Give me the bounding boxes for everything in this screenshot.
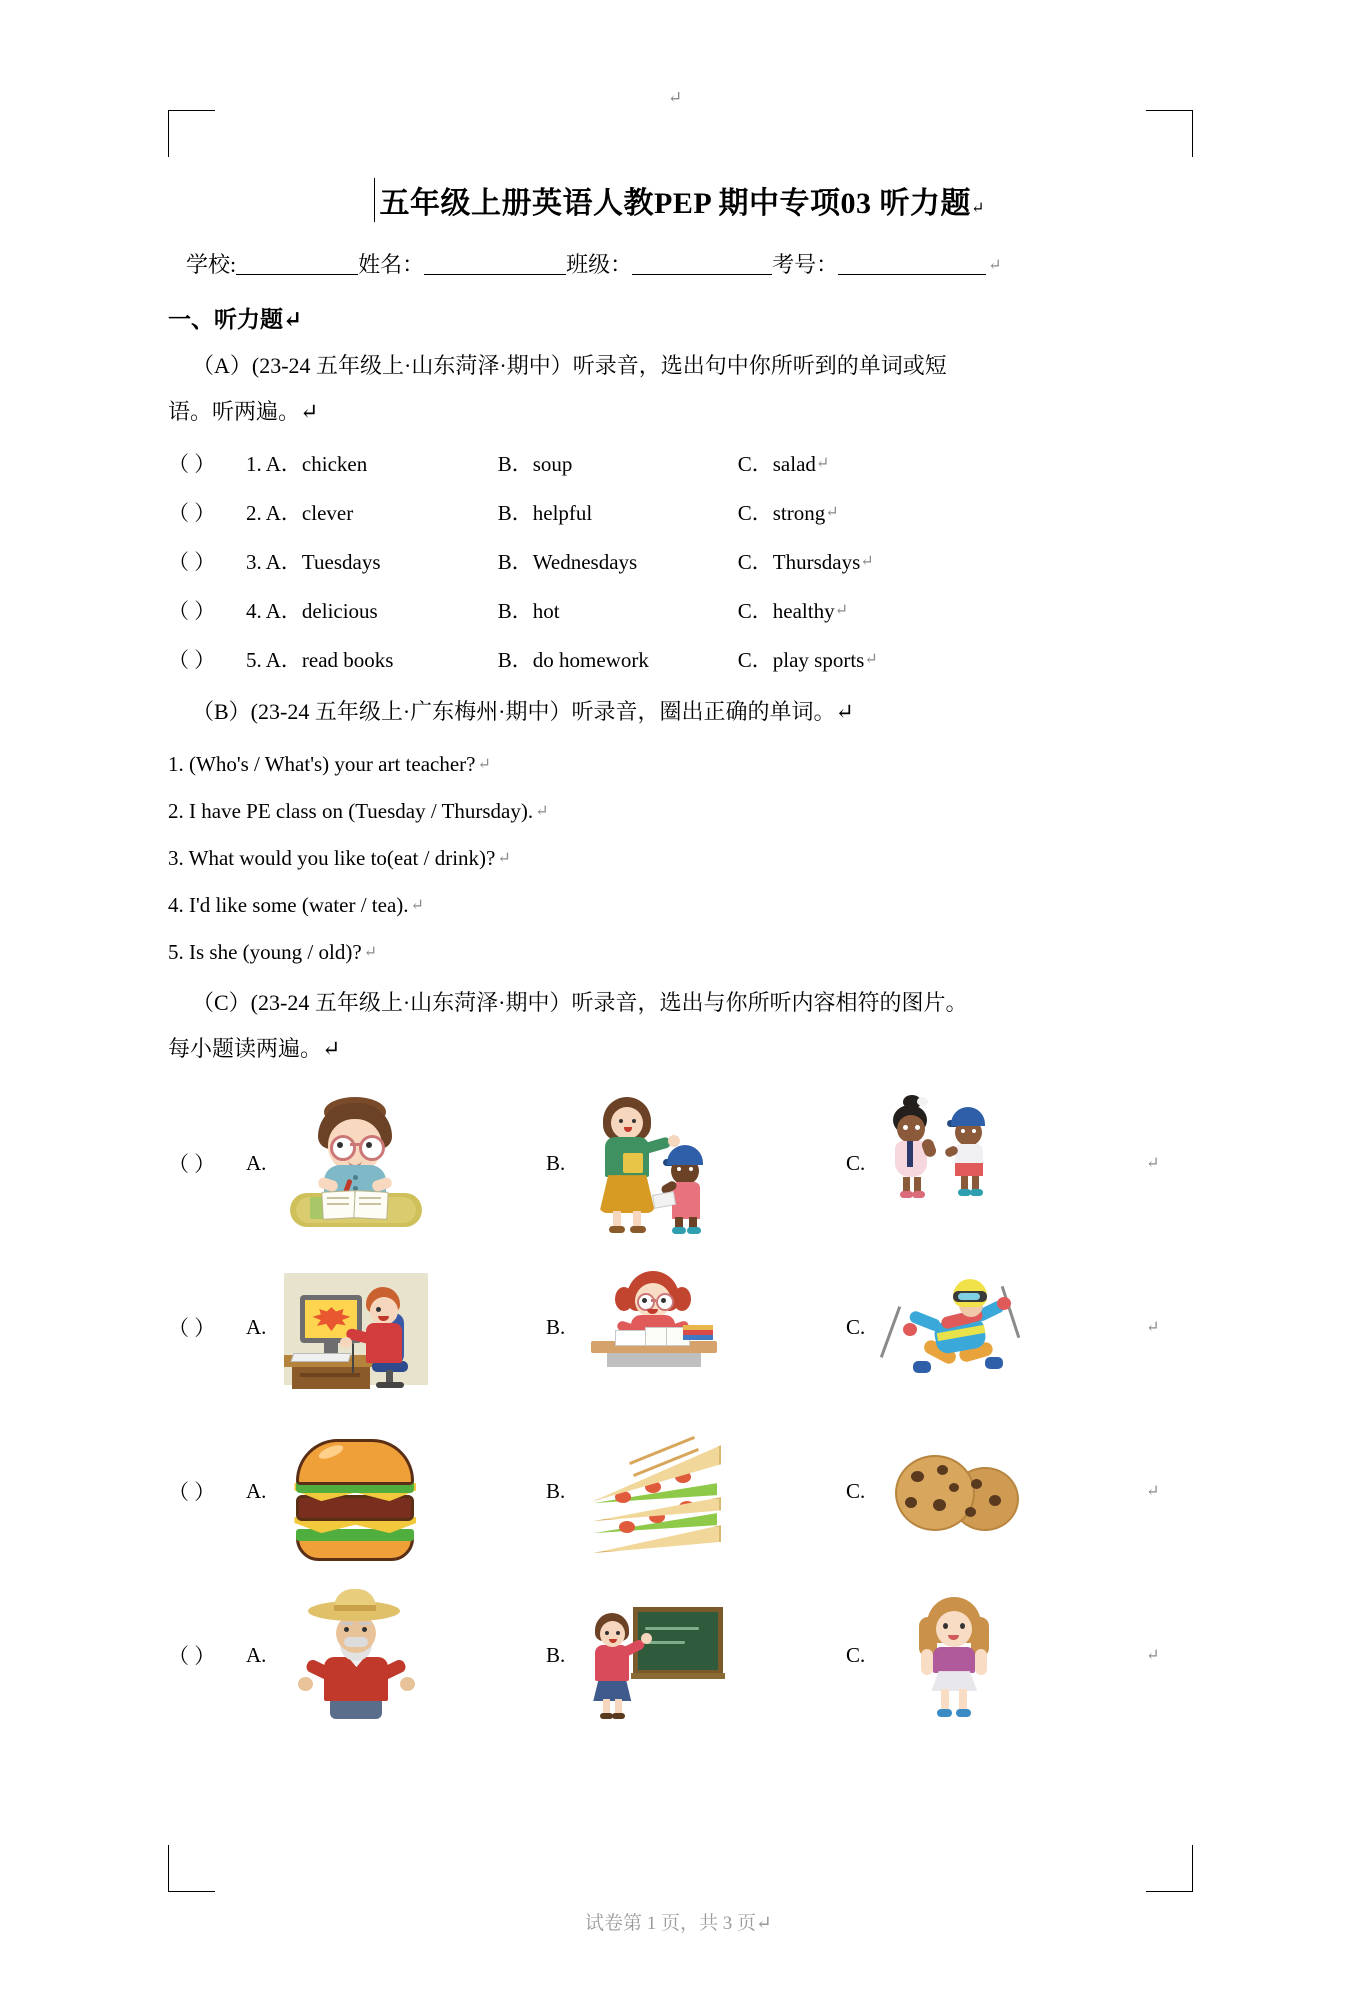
part-a-question-row [168,497,1190,527]
page-title: 五年级上册英语人教PEP 期中专项03 听力题 [374,178,972,222]
part-a-question-row [168,448,1190,478]
name-label: 姓名： [358,252,425,277]
answer-bracket[interactable]: （ ） [168,501,216,526]
section-heading-listening: 一、听力题↵ [168,307,303,332]
boy-reading-book-at-desk-image [280,1093,430,1233]
question-number: 5. [246,648,262,673]
part-b-sentence [168,893,1190,918]
part-a-question-row [168,644,1190,674]
picture-option-a[interactable] [246,1585,546,1725]
sentence-paragraph-mark: ↵ [497,849,511,867]
sentence-paragraph-mark: ↵ [535,802,549,820]
row-paragraph-mark: ↵ [1146,1155,1160,1173]
row-paragraph-mark: ↵ [860,553,874,571]
girl-doing-homework-image [579,1257,729,1397]
option-label-b: B. [546,1642,566,1667]
option-label-c: C. [846,1150,866,1175]
row-paragraph-mark: ↵ [1146,1483,1160,1501]
part-c-picture-row [168,1252,1190,1402]
picture-option-b[interactable] [546,1257,846,1397]
sentence-paragraph-mark: ↵ [363,943,378,961]
option-label-a: A. [246,1642,267,1667]
option-a[interactable]: A．Tuesdays [265,550,381,575]
class-label: 班级： [566,252,633,277]
option-a[interactable]: A．clever [265,501,354,526]
option-b[interactable]: B．Wednesdays [497,550,638,575]
row-paragraph-mark: ↵ [815,455,830,473]
row-paragraph-mark: ↵ [834,602,848,620]
row-paragraph-mark: ↵ [864,651,878,669]
picture-option-c[interactable] [846,1585,1146,1725]
picture-option-b[interactable] [546,1585,846,1725]
part-b-sentence [168,799,1190,824]
question-number: 4. [246,599,262,624]
exam-number-input-blank[interactable] [838,274,986,275]
crop-mark-bottom-right [1146,1845,1193,1892]
answer-bracket[interactable]: （ ） [168,452,216,477]
option-label-c: C. [846,1314,866,1339]
document-content [168,150,1190,1730]
row-paragraph-mark: ↵ [825,504,839,522]
sandwich-image [579,1421,729,1561]
part-c-picture-row [168,1416,1190,1566]
question-number: 1. [246,452,262,477]
part-a-instruction-line1: （A）(23-24 五年级上·山东菏泽·期中）听录音，选出句中你所听到的单词或短 [192,353,947,378]
part-c-instruction-line1: （C）(23-24 五年级上·山东菏泽·期中）听录音，选出与你所听内容相符的图片。 [192,989,968,1015]
cookies-image [879,1421,1029,1561]
student-info-line [168,248,1190,279]
young-girl-image [879,1585,1029,1725]
boy-playing-computer-game-image [280,1257,430,1397]
part-a-instruction-line2: 语。听两遍。↵ [168,398,319,424]
option-label-b: B. [546,1478,566,1503]
part-b-sentence [168,752,1190,777]
answer-bracket[interactable]: （ ） [168,599,216,624]
hamburger-image [280,1421,430,1561]
option-c[interactable]: C．healthy [737,599,835,624]
part-b-sentence [168,940,1190,965]
option-label-c: C. [846,1478,866,1503]
page-footer: 试卷第 1 页，共 3 页↵ [585,1913,772,1934]
top-paragraph-mark: ↵ [668,88,683,107]
teacher-and-boy-image [579,1093,729,1233]
question-number: 3. [246,550,262,575]
answer-bracket[interactable]: （ ） [168,1644,216,1669]
sentence-text[interactable]: 1. (Who's / What's) your art teacher? [168,751,476,776]
class-input-blank[interactable] [632,274,772,275]
info-paragraph-mark: ↵ [988,257,1002,274]
option-b[interactable]: B．hot [497,599,560,624]
part-b-sentence [168,846,1190,871]
option-a[interactable]: A．delicious [265,599,378,624]
answer-bracket[interactable]: （ ） [168,648,216,673]
exam-number-label: 考号： [772,252,839,277]
page-title-wrap [168,178,1190,222]
skier-playing-sports-image [879,1257,1029,1397]
option-label-c: C. [846,1642,866,1667]
crop-mark-bottom-left [168,1845,215,1892]
answer-bracket[interactable]: （ ） [168,1480,216,1505]
part-c-picture-row [168,1580,1190,1730]
option-label-a: A. [246,1478,267,1503]
picture-option-c[interactable] [846,1093,1146,1233]
sentence-paragraph-mark: ↵ [477,755,491,773]
option-b[interactable]: B．do homework [497,648,649,673]
part-a-question-row [168,595,1190,625]
question-number: 2. [246,501,262,526]
sentence-paragraph-mark: ↵ [410,896,424,914]
sentence-text[interactable]: 4. I'd like some (water / tea). [168,892,409,917]
picture-option-c[interactable] [846,1421,1146,1561]
option-b[interactable]: B．helpful [497,501,593,526]
picture-option-b[interactable] [546,1421,846,1561]
picture-option-a[interactable] [246,1421,546,1561]
sentence-text[interactable]: 5. Is she (young / old)? [168,939,362,964]
picture-option-c[interactable] [846,1257,1146,1397]
option-c[interactable]: C．strong [737,501,826,526]
sentence-text[interactable]: 3. What would you like to(eat / drink)? [168,845,496,870]
option-a[interactable]: A．chicken [265,452,368,477]
part-b-instruction: （B）(23-24 五年级上·广东梅州·期中）听录音，圈出正确的单词。↵ [192,699,854,725]
teacher-at-blackboard-image [579,1585,729,1725]
option-b[interactable]: B．soup [497,452,573,477]
option-label-b: B. [546,1314,566,1339]
picture-option-a[interactable] [246,1093,546,1233]
school-input-blank[interactable] [236,274,358,275]
two-children-image [879,1093,1029,1233]
title-paragraph-mark: ↵ [971,200,985,217]
answer-bracket[interactable]: （ ） [168,550,216,575]
part-a-question-row [168,546,1190,576]
answer-bracket[interactable]: （ ） [168,1316,216,1341]
option-label-a: A. [246,1150,267,1175]
part-c-instruction-line2: 每小题读两遍。↵ [168,1035,341,1061]
answer-bracket[interactable]: （ ） [168,1152,216,1177]
option-label-a: A. [246,1314,267,1339]
option-c[interactable]: C．play sports [737,648,865,673]
option-label-b: B. [546,1150,566,1175]
row-paragraph-mark: ↵ [1146,1647,1160,1665]
picture-option-b[interactable] [546,1093,846,1233]
picture-option-a[interactable] [246,1257,546,1397]
option-c[interactable]: C．salad [737,452,816,477]
sentence-text[interactable]: 2. I have PE class on (Tuesday / Thursday). [168,798,534,823]
name-input-blank[interactable] [424,274,566,275]
part-c-picture-row [168,1088,1190,1238]
option-a[interactable]: A．read books [265,648,394,673]
row-paragraph-mark: ↵ [1146,1319,1160,1337]
option-c[interactable]: C．Thursdays [737,550,861,575]
old-man-farmer-image [280,1585,430,1725]
school-label: 学校: [186,252,237,277]
